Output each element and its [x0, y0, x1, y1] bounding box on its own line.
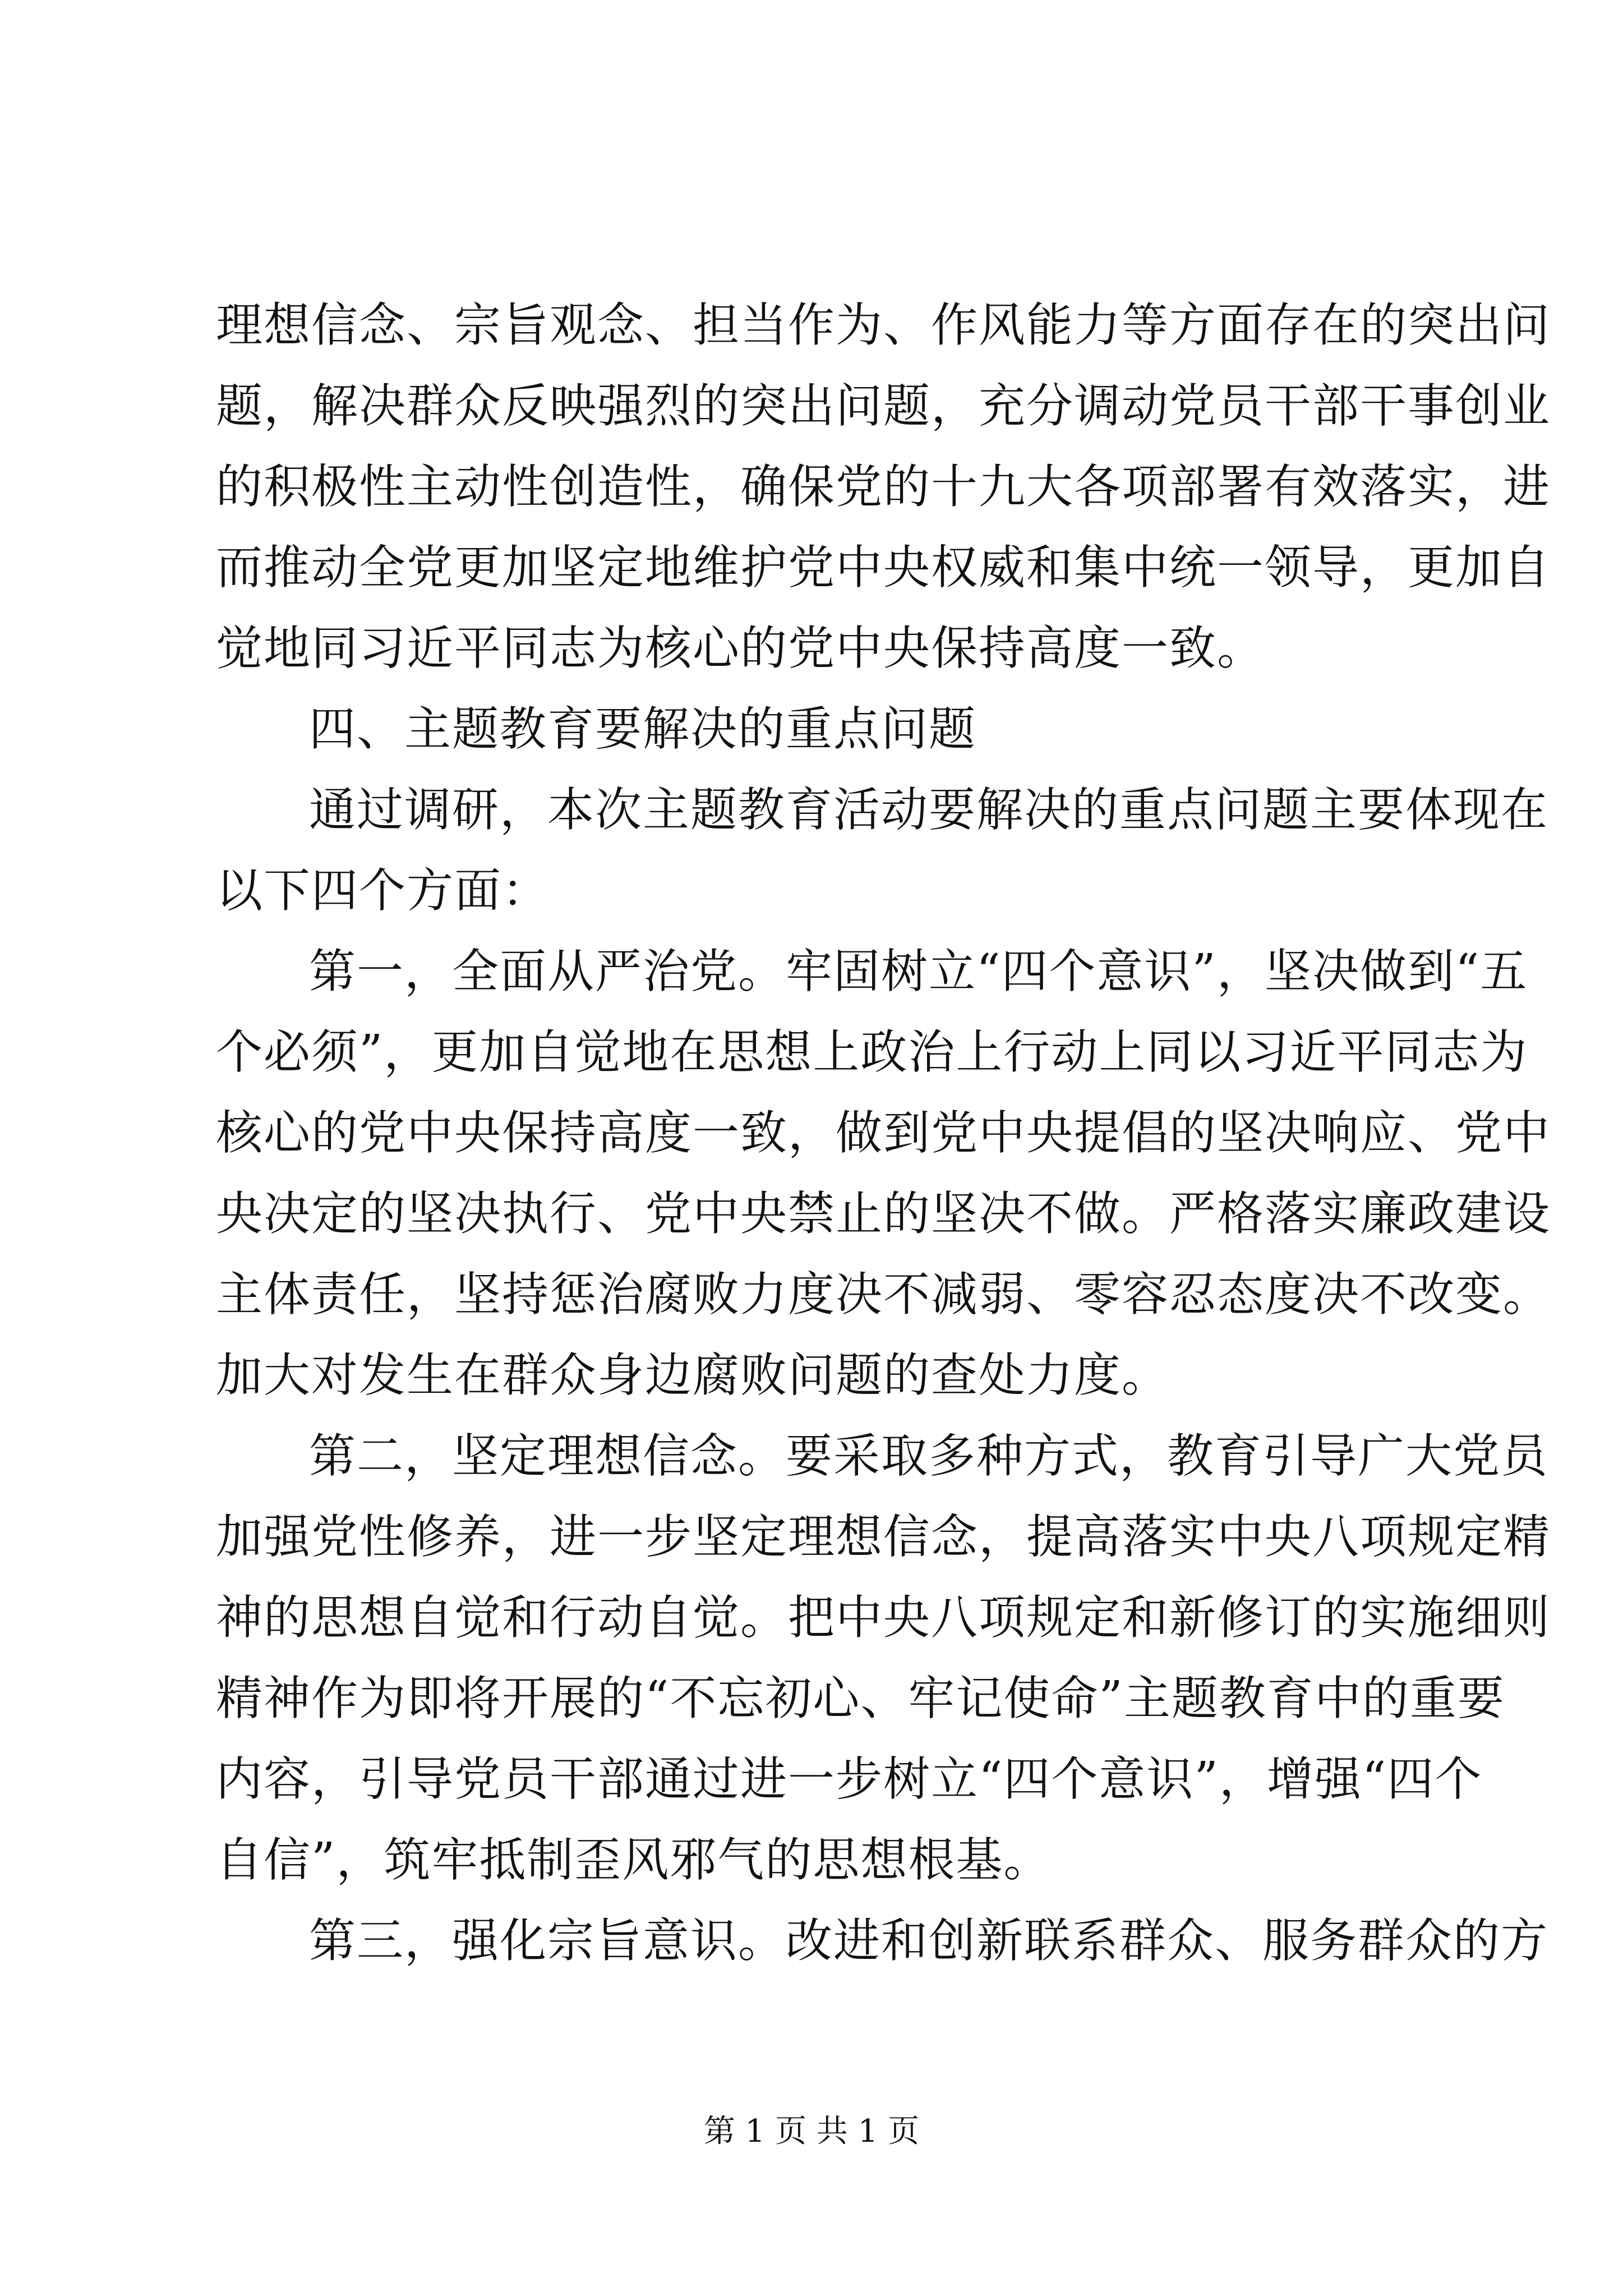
text-line: 神的思想自觉和行动自觉。把中央八项规定和新修订的实施细则 — [216, 1590, 1551, 1645]
text-line: 主体责任，坚持惩治腐败力度决不减弱、零容忍态度决不改变。 — [216, 1267, 1551, 1322]
text-line: 加大对发生在群众身边腐败问题的查处力度。 — [216, 1348, 1169, 1402]
text-line: 内容，引导党员干部通过进一步树立“四个意识”，增强“四个 — [216, 1752, 1483, 1806]
section-heading: 四、主题教育要解决的重点问题 — [309, 702, 976, 756]
text-line: 加强党性修养，进一步坚定理想信念，提高落实中央八项规定精 — [216, 1510, 1551, 1564]
text-line: 精神作为即将开展的“不忘初心、牢记使命”主题教育中的重要 — [216, 1671, 1505, 1726]
text-line: 个必须”，更加自觉地在思想上政治上行动上同以习近平同志为 — [216, 1025, 1528, 1079]
text-line: 核心的党中央保持高度一致，做到党中央提倡的坚决响应、党中 — [216, 1106, 1551, 1160]
text-line: 理想信念、宗旨观念、担当作为、作风能力等方面存在的突出问 — [216, 298, 1551, 352]
page-footer: 第 1 页 共 1 页 — [703, 2113, 920, 2150]
text-line: 第二，坚定理想信念。要采取多种方式，教育引导广大党员 — [309, 1429, 1548, 1483]
text-line: 央决定的坚决执行、党中央禁止的坚决不做。严格落实廉政建设 — [216, 1186, 1551, 1241]
text-line: 第一，全面从严治党。牢固树立“四个意识”，坚决做到“五 — [309, 944, 1528, 999]
text-line: 第三，强化宗旨意识。改进和创新联系群众、服务群众的方 — [309, 1913, 1548, 1968]
text-line: 以下四个方面： — [216, 863, 550, 918]
text-line: 觉地同习近平同志为核心的党中央保持高度一致。 — [216, 621, 1265, 675]
text-line: 的积极性主动性创造性，确保党的十九大各项部署有效落实，进 — [216, 459, 1551, 514]
text-line: 通过调研，本次主题教育活动要解决的重点问题主要体现在 — [309, 783, 1548, 837]
text-line: 自信”，筑牢抵制歪风邪气的思想根基。 — [216, 1833, 1052, 1887]
text-line: 题，解决群众反映强烈的突出问题，充分调动党员干部干事创业 — [216, 379, 1551, 433]
text-line: 而推动全党更加坚定地维护党中央权威和集中统一领导，更加自 — [216, 540, 1551, 595]
